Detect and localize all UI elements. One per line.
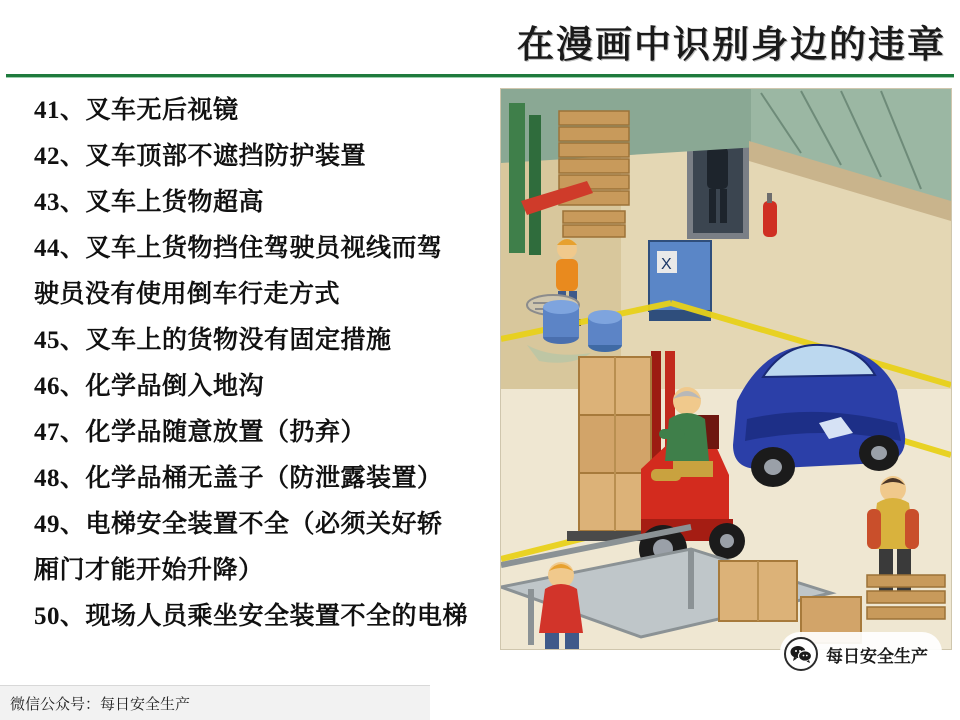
list-item: 47、化学品随意放置（扔弃） xyxy=(34,419,367,446)
list-item: 43、叉车上货物超高 xyxy=(34,189,265,216)
list-item: 49、电梯安全装置不全（必须关好轿 xyxy=(34,511,443,538)
wechat-icon xyxy=(784,637,818,671)
wechat-account-badge xyxy=(780,632,942,676)
footer-bar xyxy=(0,685,430,720)
list-item: 50、现场人员乘坐安全装置不全的电梯 xyxy=(34,603,469,630)
list-item: 驶员没有使用倒车行走方式 xyxy=(34,281,341,308)
slide-header xyxy=(0,0,960,78)
wechat-account-name: 每日安全生产 xyxy=(826,646,928,666)
warehouse-cartoon-illustration xyxy=(500,88,952,650)
violation-list xyxy=(34,88,494,640)
list-item: 45、叉车上的货物没有固定措施 xyxy=(34,327,392,354)
list-item: 48、化学品桶无盖子（防泄露装置） xyxy=(34,465,443,492)
list-item: 厢门才能开始升降） xyxy=(34,557,264,584)
list-item: 44、叉车上货物挡住驾驶员视线而驾 xyxy=(34,235,443,262)
svg-text:X: X xyxy=(661,256,672,273)
footer-credit-text: 微信公众号：每日安全生产 xyxy=(10,696,191,713)
list-item: 41、叉车无后视镜 xyxy=(34,97,239,124)
header-divider xyxy=(6,74,954,77)
page-title: 在漫画中识别身边的违章 xyxy=(517,25,946,66)
list-item: 46、化学品倒入地沟 xyxy=(34,373,265,400)
list-item: 42、叉车顶部不遮挡防护装置 xyxy=(34,143,367,170)
